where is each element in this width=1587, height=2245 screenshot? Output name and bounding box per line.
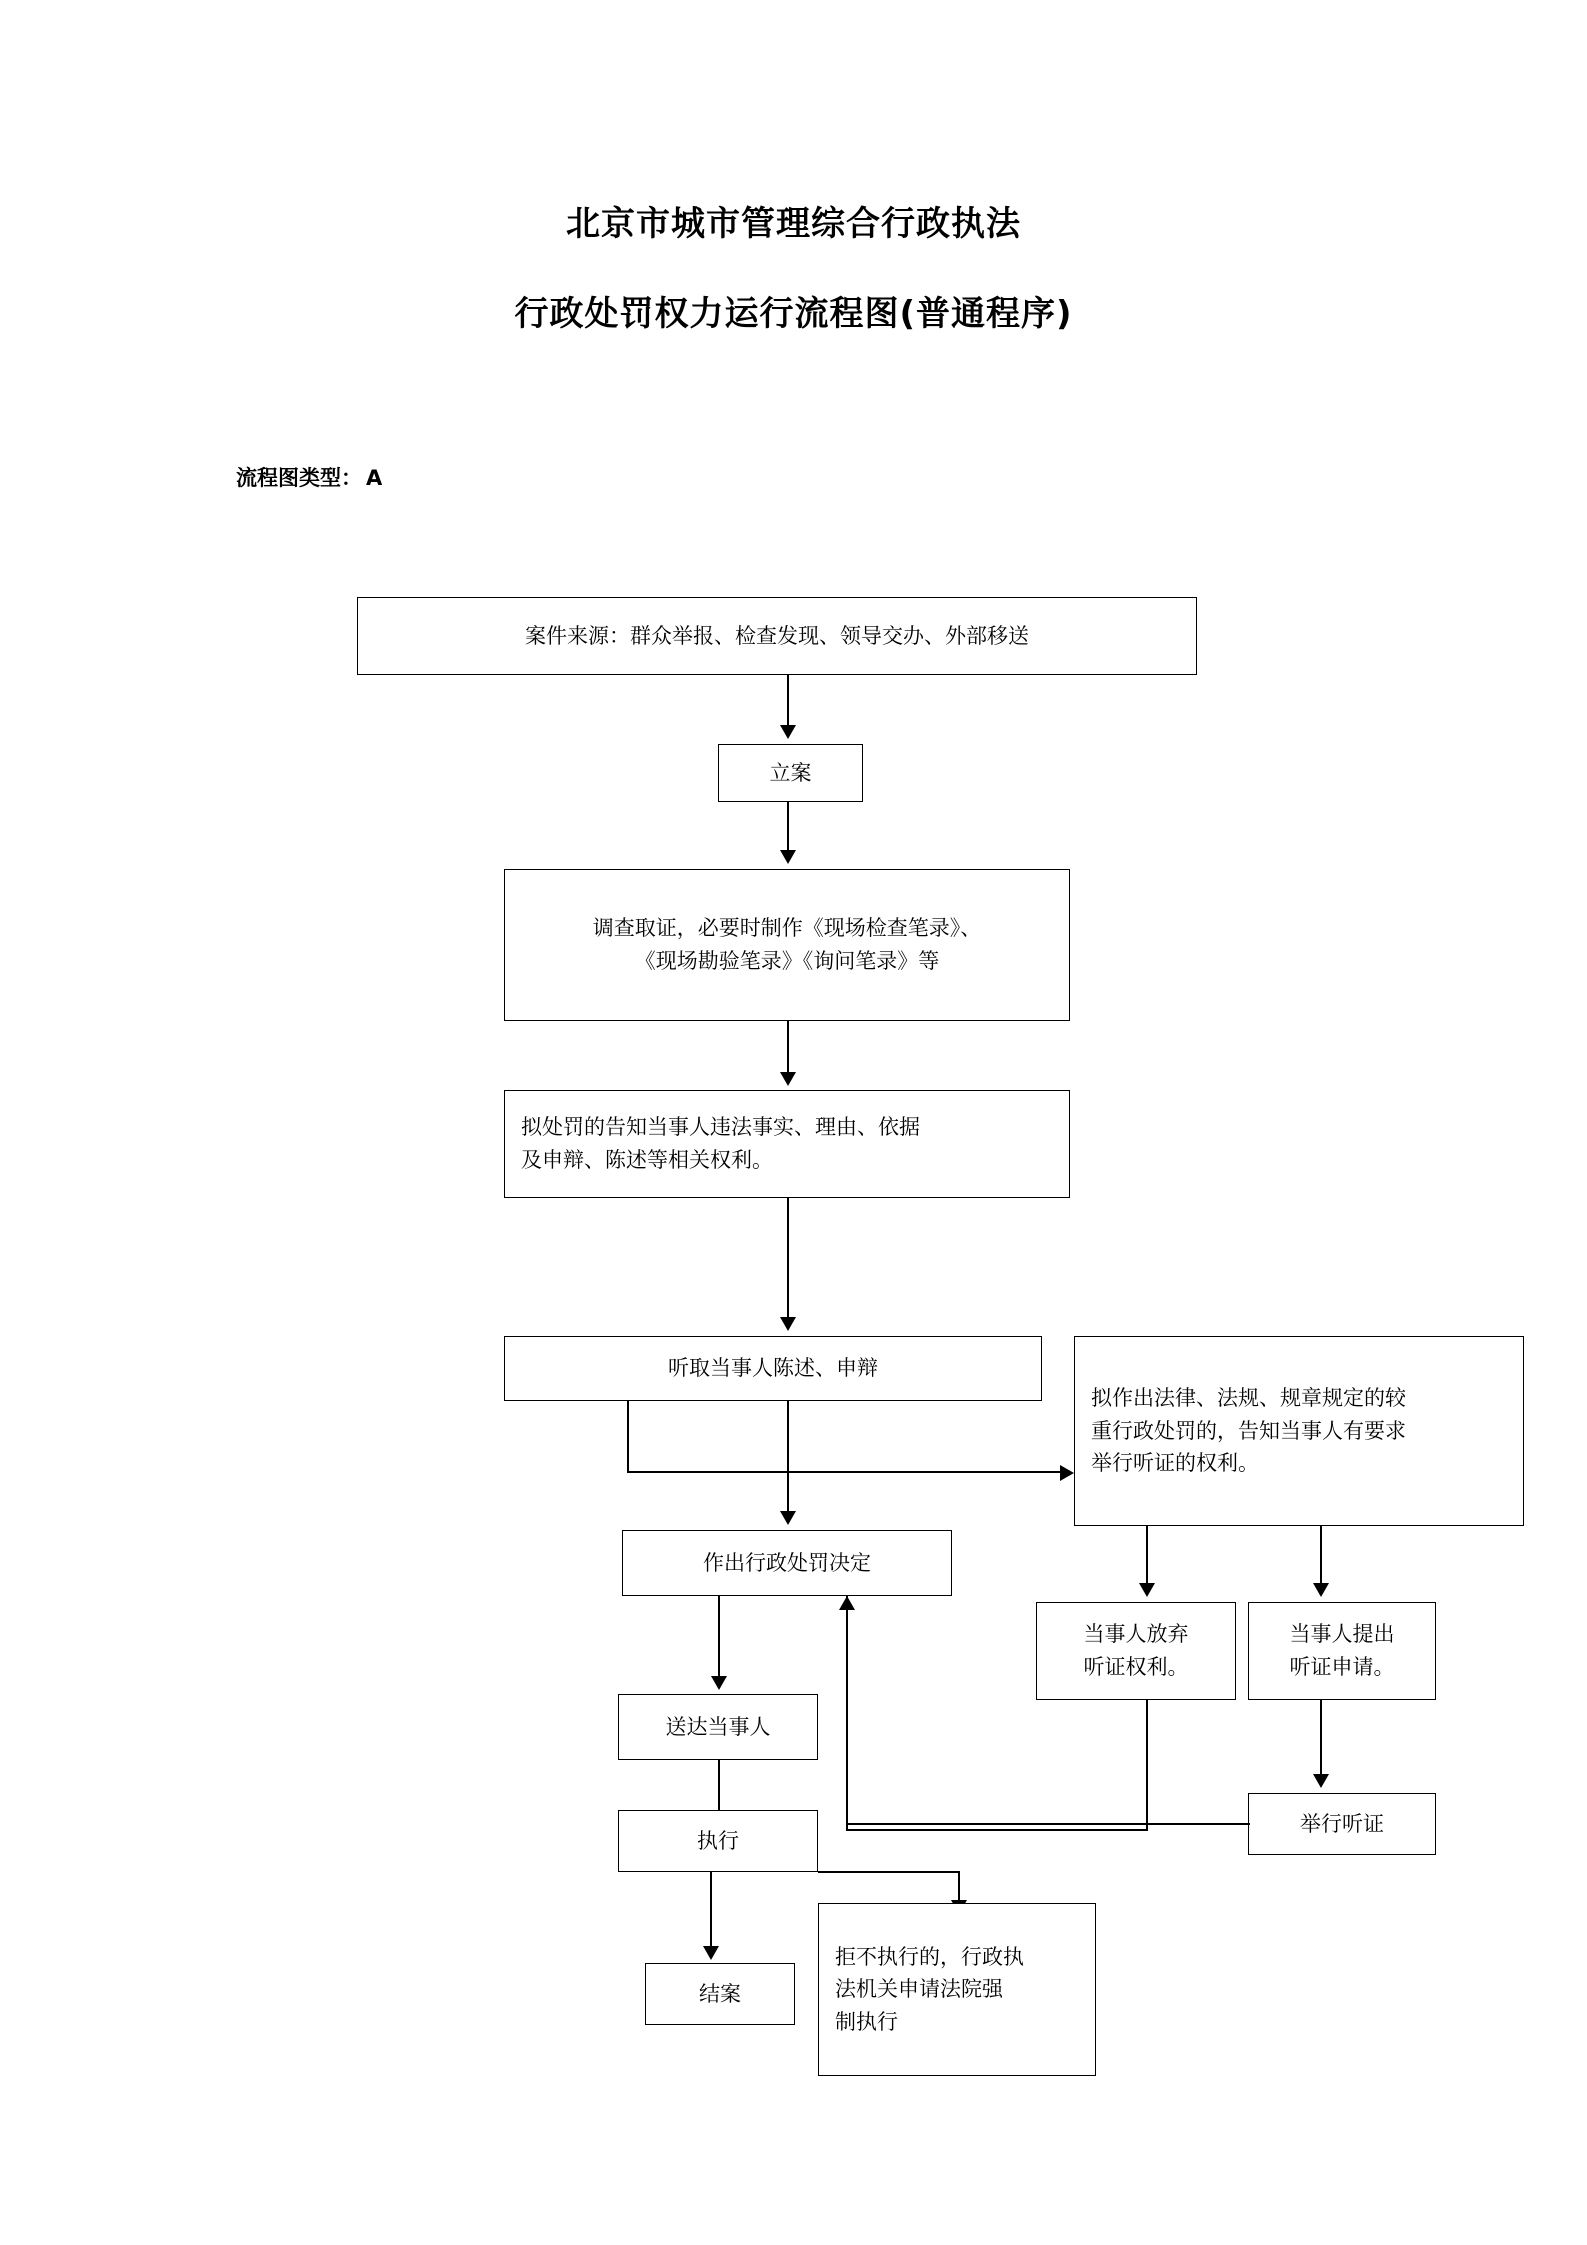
arrowhead-apply-to-hold-hearing bbox=[1313, 1774, 1329, 1788]
page-title-line-2: 行政处罚权力运行流程图(普通程序) bbox=[514, 294, 1073, 334]
node-major-penalty-line-3: 举行听证的权利。 bbox=[1091, 1451, 1259, 1476]
node-waive-hearing-line-1: 当事人放弃 bbox=[1083, 1622, 1189, 1647]
chart-type-meta bbox=[236, 462, 382, 492]
node-hold-hearing-label: 举行听证 bbox=[1300, 1811, 1384, 1836]
edge-notice-to-statement bbox=[787, 1198, 789, 1323]
edge-hold-hearing-to-decision bbox=[846, 1823, 1250, 1825]
edge-filing-to-investigation bbox=[787, 802, 789, 854]
edge-statement-to-decision bbox=[787, 1401, 789, 1517]
node-compulsory-line-1: 拒不执行的，行政执 bbox=[835, 1944, 1024, 1969]
node-hold-hearing[interactable] bbox=[1248, 1793, 1436, 1855]
edge-statement-drop bbox=[627, 1401, 629, 1472]
edge-execute-to-close bbox=[710, 1872, 712, 1952]
node-apply-hearing[interactable] bbox=[1248, 1602, 1436, 1700]
edge-waive-drop bbox=[1146, 1700, 1148, 1831]
chart-type-value: A bbox=[366, 466, 383, 490]
arrowhead-major-to-waive bbox=[1139, 1583, 1155, 1597]
arrowhead-statement-to-decision bbox=[780, 1511, 796, 1525]
node-investigation[interactable] bbox=[504, 869, 1070, 1021]
arrowhead-execute-to-close bbox=[703, 1946, 719, 1960]
page-title-line-1: 北京市城市管理综合行政执法 bbox=[566, 204, 1021, 244]
edge-decision-to-serve bbox=[718, 1596, 720, 1680]
node-waive-hearing[interactable] bbox=[1036, 1602, 1236, 1700]
node-compulsory-execution[interactable] bbox=[818, 1903, 1096, 2076]
edge-execute-to-compulsory-h bbox=[818, 1871, 960, 1873]
node-filing[interactable] bbox=[718, 744, 863, 802]
node-execute-label: 执行 bbox=[697, 1828, 739, 1853]
chart-type-label: 流程图类型： bbox=[236, 466, 362, 490]
node-pre-penalty-notice-line-1: 拟处罚的告知当事人违法事实、理由、依据 bbox=[521, 1115, 920, 1140]
node-penalty-decision-label: 作出行政处罚决定 bbox=[703, 1550, 871, 1575]
node-major-penalty-line-2: 重行政处罚的，告知当事人有要求 bbox=[1091, 1418, 1406, 1443]
node-investigation-label-line-1: 调查取证，必要时制作《现场检查笔录》、 bbox=[592, 916, 982, 941]
node-apply-hearing-line-2: 听证申请。 bbox=[1289, 1655, 1395, 1679]
node-apply-hearing-line-1: 当事人提出 bbox=[1289, 1622, 1395, 1647]
node-waive-hearing-line-2: 听证权利。 bbox=[1083, 1655, 1189, 1679]
edge-statement-to-major-penalty bbox=[627, 1471, 1067, 1473]
node-major-penalty-hearing-right[interactable] bbox=[1074, 1336, 1524, 1526]
arrowhead-investigation-to-notice bbox=[780, 1072, 796, 1086]
node-investigation-label-line-2: 《现场勘验笔录》《询问笔录》等 bbox=[634, 949, 940, 973]
node-serve-party-label: 送达当事人 bbox=[665, 1714, 771, 1739]
node-penalty-decision[interactable] bbox=[622, 1530, 952, 1596]
node-case-source[interactable] bbox=[357, 597, 1197, 675]
arrowhead-major-to-apply bbox=[1313, 1583, 1329, 1597]
node-compulsory-line-3: 制执行 bbox=[835, 2009, 898, 2034]
edge-waive-to-decision-return bbox=[846, 1829, 1148, 1831]
arrowhead-return-to-decision bbox=[839, 1596, 855, 1610]
node-pre-penalty-notice[interactable] bbox=[504, 1090, 1070, 1198]
node-major-penalty-line-1: 拟作出法律、法规、规章规定的较 bbox=[1091, 1386, 1406, 1411]
edge-source-to-filing bbox=[787, 675, 789, 729]
edge-major-to-waive bbox=[1146, 1526, 1148, 1588]
arrowhead-statement-to-major-penalty bbox=[1060, 1465, 1074, 1481]
node-close-case-label: 结案 bbox=[699, 1981, 741, 2006]
arrowhead-decision-to-serve bbox=[711, 1676, 727, 1690]
node-listen-statement[interactable] bbox=[504, 1336, 1042, 1401]
node-listen-statement-label: 听取当事人陈述、申辩 bbox=[668, 1356, 878, 1381]
node-pre-penalty-notice-line-2: 及申辩、陈述等相关权利。 bbox=[521, 1148, 773, 1172]
arrowhead-source-to-filing bbox=[780, 725, 796, 739]
edge-major-to-apply bbox=[1320, 1526, 1322, 1588]
node-filing-label: 立案 bbox=[769, 760, 812, 785]
edge-investigation-to-notice bbox=[787, 1021, 789, 1076]
arrowhead-notice-to-statement bbox=[780, 1317, 796, 1331]
node-execute[interactable] bbox=[618, 1810, 818, 1872]
node-case-source-label: 案件来源：群众举报、检查发现、领导交办、外部移送 bbox=[525, 623, 1029, 648]
node-serve-party[interactable] bbox=[618, 1694, 818, 1760]
arrowhead-filing-to-investigation bbox=[780, 850, 796, 864]
edge-apply-to-hold-hearing bbox=[1320, 1700, 1322, 1779]
node-compulsory-line-2: 法机关申请法院强 bbox=[835, 1977, 1003, 2002]
node-close-case[interactable] bbox=[645, 1963, 795, 2025]
edge-return-riser-to-decision bbox=[846, 1596, 848, 1831]
